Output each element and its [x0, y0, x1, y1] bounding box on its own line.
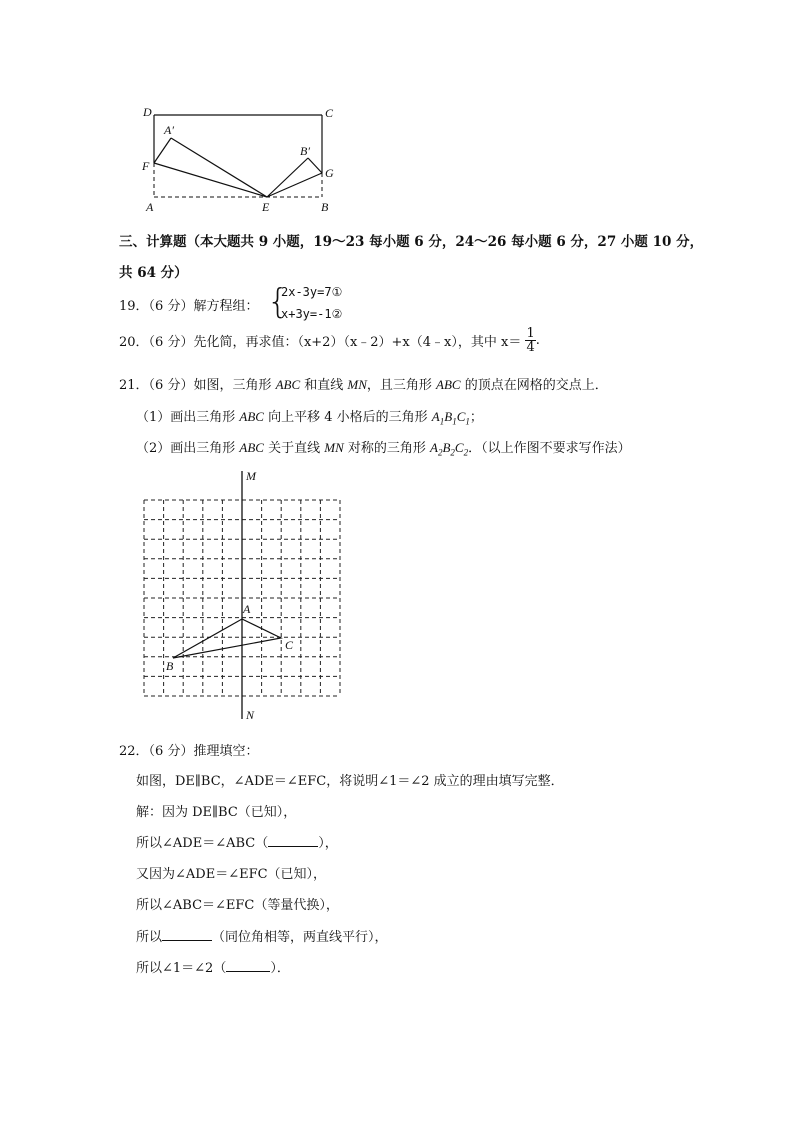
q21-p2-mn: MN [324, 440, 344, 455]
question-22-title: 22．（6 分）推理填空： [119, 744, 259, 759]
question-22-line1: 如图，DE∥BC，∠ADE＝∠EFC，将说明∠1＝∠2 成立的理由填写完整． [136, 774, 564, 789]
q21-p1-tri: $A_1B_1C_1$ [431, 409, 470, 427]
label-F: F [142, 159, 150, 173]
question-22-line4: 又因为∠ADE＝∠EFC（已知）， [136, 867, 327, 882]
section-heading: 三、计算题（本大题共 9 小题，19～23 每小题 6 分，24～26 每小题 6 分，27 小题 10 分， [119, 234, 704, 250]
label-B: B [166, 659, 174, 673]
label-C: C [325, 106, 334, 120]
q21-p1-c: ； [469, 410, 483, 425]
q21-p2-b: 关于直线 [263, 441, 325, 456]
question-22-line2: 解：因为 DE∥BC（已知）， [136, 805, 297, 820]
q21-p2-a: （2）画出三角形 [136, 441, 240, 456]
fold-A-prime-E [171, 138, 267, 197]
triangle-ABC [173, 619, 281, 658]
q19-prefix: 19．（6 分）解方程组： [119, 299, 259, 314]
answer-blank-1[interactable] [268, 834, 318, 847]
fold-B-prime-G [308, 158, 322, 173]
figure-grid [130, 465, 360, 725]
label-C: C [285, 638, 294, 652]
q21-text-c: ，且三角形 [366, 378, 437, 393]
label-E: E [262, 200, 270, 214]
q19-eq2: x+3y=-1② [281, 307, 343, 321]
q21-text-b: 和直线 [300, 378, 348, 393]
q21-p1-a: （1）画出三角形 [136, 410, 240, 425]
q22-l3-a: 所以∠ADE＝∠ABC（ [136, 836, 269, 851]
q22-l6-b: （同位角相等，两直线平行）， [212, 930, 388, 945]
q22-l7-b: ）． [270, 961, 290, 976]
question-21-part2 [136, 437, 631, 458]
question-21-line1 [119, 374, 608, 393]
label-D: D [143, 105, 152, 119]
section-heading-cont: 共 64 分） [119, 265, 188, 281]
question-22-line3 [136, 832, 338, 851]
q21-text-a: 21．（6 分）如图，三角形 [119, 378, 276, 393]
q19-brace: { [267, 282, 289, 322]
q21-p2-c: 对称的三角形 [343, 441, 430, 456]
q21-p1-abc: ABC [239, 409, 264, 424]
fold-FA-prime [154, 138, 171, 163]
q22-l6-a: 所以 [136, 930, 163, 945]
q22-l3-b: ）， [318, 836, 338, 851]
figure-folded-rectangle [130, 100, 350, 220]
q20-prefix: 20．（6 分）先化简，再求值：（x+2）（x﹣2）+x（4﹣x），其中 x＝ [119, 335, 522, 350]
fold-EG [267, 173, 322, 197]
q22-l7-a: 所以∠1＝∠2（ [136, 961, 227, 976]
label-A: A [146, 200, 154, 214]
label-A-prime: A′ [164, 123, 174, 137]
q21-abc: ABC [275, 377, 301, 392]
answer-blank-3[interactable] [226, 959, 270, 972]
q21-text-d: 的顶点在网格的交点上． [460, 378, 608, 393]
answer-blank-2[interactable] [162, 928, 212, 941]
label-A: A [243, 602, 251, 616]
label-G: G [325, 166, 334, 180]
q19-eq1: 2x-3y=7① [281, 285, 343, 299]
fold-FE [154, 163, 267, 197]
label-B-prime: B′ [300, 144, 310, 158]
q20-frac-den: 4 [526, 340, 535, 355]
q20-frac-num: 1 [526, 326, 535, 341]
q21-p2-abc: ABC [239, 440, 264, 455]
label-M: M [246, 469, 256, 483]
question-22-line7 [136, 957, 290, 976]
question-22-line6 [136, 926, 388, 945]
q20-suffix: . [535, 333, 540, 348]
fold-EB-prime [267, 158, 308, 197]
q21-p2-tri: $A_2B_2C_2$ [430, 440, 469, 458]
question-20 [119, 327, 540, 354]
q21-p2-d: ．（以上作图不要求写作法） [468, 441, 631, 456]
q21-abc-2: ABC [436, 377, 461, 392]
q21-p1-b: 向上平移 4 小格后的三角形 [263, 410, 432, 425]
label-N: N [246, 708, 255, 722]
label-B: B [321, 200, 329, 214]
question-21-part1 [136, 406, 483, 427]
q21-mn: MN [347, 377, 367, 392]
q20-fraction [525, 327, 535, 354]
question-22-line5: 所以∠ABC＝∠EFC（等量代换）， [136, 898, 339, 913]
